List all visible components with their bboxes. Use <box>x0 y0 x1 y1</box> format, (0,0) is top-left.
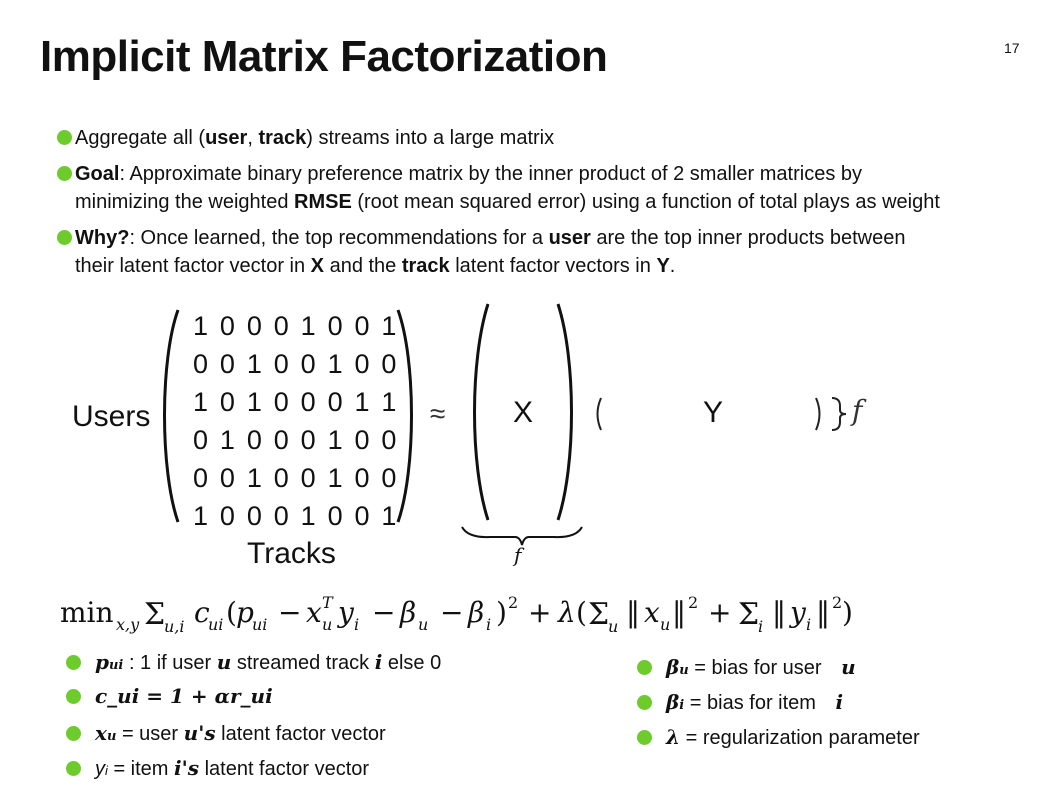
svg-text:‖: ‖ <box>772 596 786 629</box>
y-right-paren <box>816 398 820 430</box>
matrix-right-paren <box>398 310 412 522</box>
svg-text:i: i <box>354 615 360 634</box>
svg-text:2: 2 <box>508 593 519 612</box>
objective-rendered <box>60 588 1020 638</box>
bullet-dot-icon <box>637 660 652 675</box>
svg-text:y: y <box>790 596 806 629</box>
svg-text:c: c <box>194 596 210 629</box>
bullet-dot-icon <box>66 689 81 704</box>
legend-y-i: yi = item i's latent factor vector <box>95 756 369 781</box>
matrix-row: 1 0 1 0 0 0 1 1 <box>193 387 399 417</box>
legend-x-u: xu = user u's latent factor vector <box>95 721 386 746</box>
svg-text:Σ: Σ <box>738 597 760 632</box>
bullet-why: Why?: Once learned, the top recommendations for a user are the top inner products between their latent factor vector in X and the track latent factor vectors in Y. <box>57 224 1047 280</box>
brace-f: f <box>852 394 863 427</box>
bullet-dot-icon <box>637 695 652 710</box>
svg-text:‖: ‖ <box>816 596 830 629</box>
tracks-label: Tracks <box>247 537 336 570</box>
bullet-goal: Goal: Approximate binary preference matrix by the inner product of 2 smaller matrices by minimizing the weighted RMSE (root mean squared error) using a function of total plays as weight <box>57 160 1047 216</box>
svg-text:Σ: Σ <box>588 597 610 632</box>
svg-text:u: u <box>660 615 671 634</box>
svg-text:+: + <box>708 596 732 629</box>
svg-text:−: − <box>440 596 464 629</box>
matrix-row: 0 0 1 0 0 1 0 0 <box>193 463 399 493</box>
legend-lambda: λ = regularization parameter <box>666 725 920 750</box>
svg-text:‖: ‖ <box>672 596 686 629</box>
bullet-aggregate: Aggregate all (user, track) streams into a large matrix <box>57 124 1047 152</box>
svg-text:p: p <box>236 596 254 629</box>
matrix-row: 0 0 1 0 0 1 0 0 <box>193 349 399 379</box>
x-label: X <box>513 396 534 429</box>
approx-symbol: ≈ <box>430 398 446 429</box>
underbrace <box>462 527 582 545</box>
objective-formula <box>60 588 1020 645</box>
x-right-paren <box>558 304 572 520</box>
matrix-left-paren <box>165 310 179 522</box>
svg-text:Σ: Σ <box>144 597 166 632</box>
svg-text:): ) <box>496 596 507 629</box>
svg-text:−: − <box>372 596 396 629</box>
svg-text:ui: ui <box>252 615 268 634</box>
legend-beta-i: βi = bias for item i <box>666 690 843 715</box>
svg-text:ui: ui <box>208 615 224 634</box>
matrix-row: 1 0 0 0 1 0 0 1 <box>193 311 399 341</box>
bullet-dot-icon <box>66 761 81 776</box>
objective-text <box>60 588 70 598</box>
y-label: Y <box>703 396 724 429</box>
matrix-row: 0 1 0 0 0 1 0 0 <box>193 425 399 455</box>
legend-beta-u: βu = bias for user u <box>666 655 856 680</box>
svg-text:u: u <box>608 617 619 636</box>
svg-text:min: min <box>60 596 114 629</box>
c-ui-formula: c_ui = 1 + αr_ui <box>95 684 273 708</box>
legend-c-ui <box>95 684 273 709</box>
svg-text:(: ( <box>576 596 587 629</box>
svg-text:u,i: u,i <box>164 617 185 636</box>
users-label: Users <box>72 400 151 433</box>
svg-text:T: T <box>322 593 333 612</box>
slide-title: Implicit Matrix Factorization <box>40 32 608 81</box>
svg-text:y: y <box>338 596 354 629</box>
svg-text:i: i <box>758 617 764 636</box>
svg-text:i: i <box>486 615 492 634</box>
svg-text:λ: λ <box>558 596 576 629</box>
underbrace-f: f <box>514 543 522 567</box>
svg-text:x,y: x,y <box>116 615 140 634</box>
svg-text:−: − <box>278 596 302 629</box>
y-right-brace <box>832 398 846 430</box>
svg-text:x: x <box>644 596 660 629</box>
x-left-paren <box>475 304 489 520</box>
svg-text:β: β <box>400 596 417 629</box>
svg-text:‖: ‖ <box>626 596 640 629</box>
svg-text:): ) <box>842 596 853 629</box>
svg-text:x: x <box>306 596 322 629</box>
svg-text:2: 2 <box>688 593 699 612</box>
svg-text:i: i <box>806 615 812 634</box>
bullet-dot-icon <box>637 730 652 745</box>
page-number: 17 <box>1004 40 1020 56</box>
y-left-paren <box>598 398 602 430</box>
svg-text:u: u <box>322 615 333 634</box>
legend-p-ui: pui : 1 if user u streamed track i else 0 <box>95 650 441 675</box>
bullet-dot-icon <box>66 726 81 741</box>
svg-text:u: u <box>418 615 429 634</box>
bullet-dot-icon <box>66 655 81 670</box>
svg-text:(: ( <box>226 596 237 629</box>
matrix-row: 1 0 0 0 1 0 0 1 <box>193 501 399 531</box>
svg-text:β: β <box>468 596 485 629</box>
svg-text:+: + <box>528 596 552 629</box>
svg-text:2: 2 <box>832 593 843 612</box>
